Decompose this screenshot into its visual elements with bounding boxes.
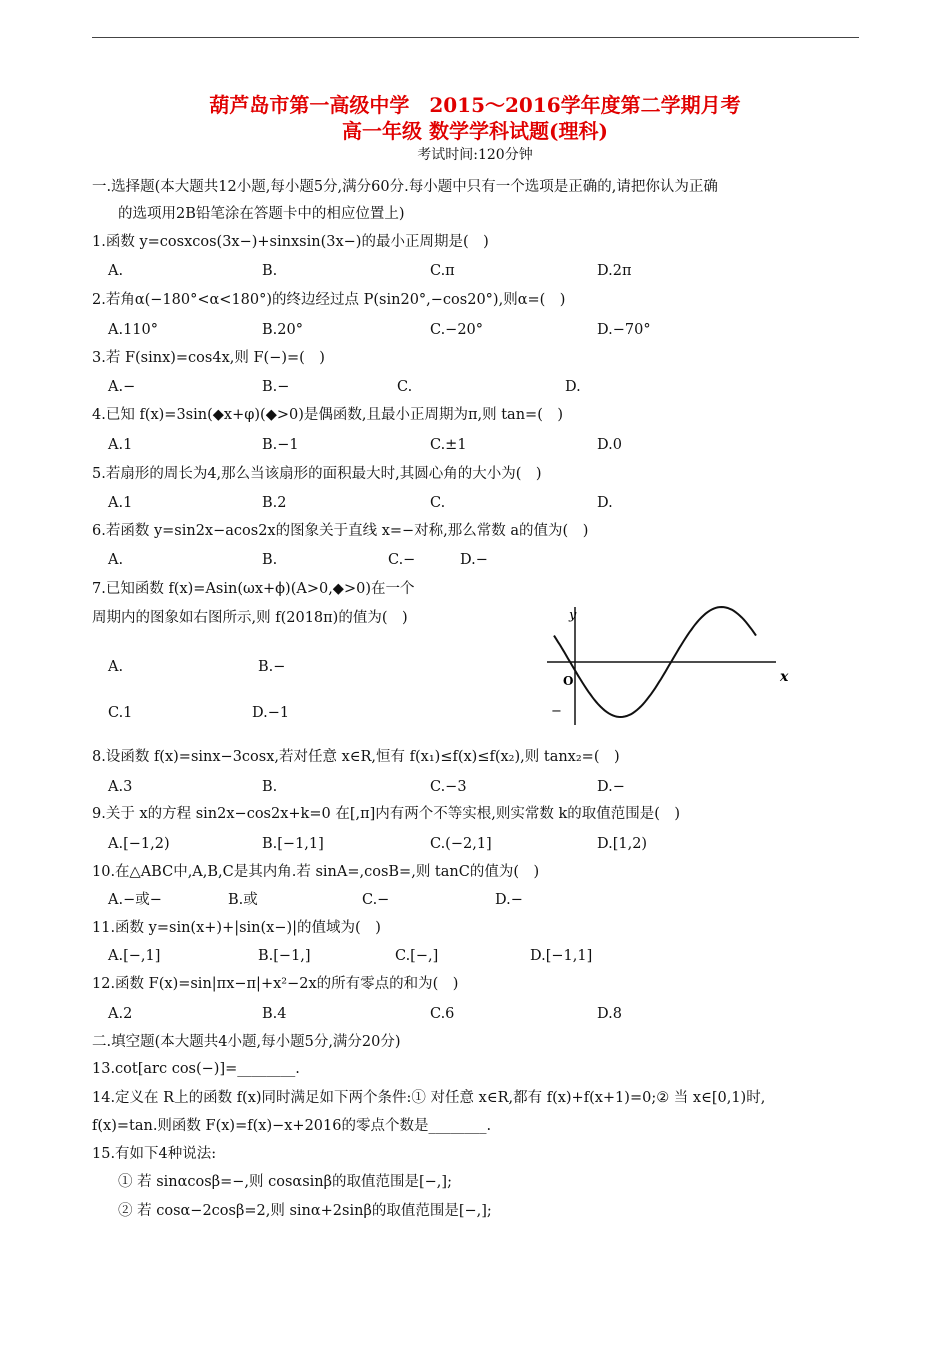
q11-option-b: B.[−1,] <box>258 948 311 964</box>
q7-option-d: D.−1 <box>252 705 290 721</box>
q1-option-b: B. <box>262 263 278 279</box>
origin-label: O <box>563 674 574 688</box>
q12-option-b: B.4 <box>262 1006 287 1022</box>
question-1: 1.函数 y=cosxcos(3x−)+sinxsin(3x−)的最小正周期是( ) <box>92 234 489 250</box>
question-11: 11.函数 y=sin(x+)+|sin(x−)|的值域为( ) <box>92 920 381 936</box>
q1-option-a: A. <box>108 263 124 279</box>
q4-option-b: B.−1 <box>262 437 299 453</box>
q6-option-d: D.− <box>460 552 488 568</box>
q1-option-d: D.2π <box>597 263 632 279</box>
y-axis-label: y <box>569 608 577 623</box>
q9-option-c: C.(−2,1] <box>430 836 492 852</box>
q8-option-d: D.− <box>597 779 625 795</box>
q12-option-c: C.6 <box>430 1006 455 1022</box>
q6-option-c: C.− <box>388 552 416 568</box>
question-2: 2.若角α(−180°<α<180°)的终边经过点 P(sin20°,−cos20°),则α=( ) <box>92 292 566 308</box>
q2-option-a: A.110° <box>108 322 159 338</box>
q9-option-b: B.[−1,1] <box>262 836 324 852</box>
q8-option-b: B. <box>262 779 278 795</box>
q2-option-d: D.−70° <box>597 322 651 338</box>
question-14: 14.定义在 R上的函数 f(x)同时满足如下两个条件:① 对任意 x∈R,都有 f(x)+f(x+1)=0;② 当 x∈[0,1)时, <box>92 1090 766 1106</box>
q2-option-c: C.−20° <box>430 322 484 338</box>
q2-option-b: B.20° <box>262 322 303 338</box>
q6-option-a: A. <box>108 552 124 568</box>
question-15: 15.有如下4种说法: <box>92 1146 217 1162</box>
question-10: 10.在△ABC中,A,B,C是其内角.若 sinA=,cosB=,则 tanC的值为( ) <box>92 864 540 880</box>
q5-option-d: D. <box>597 495 613 511</box>
q7-option-c: C.1 <box>108 705 133 721</box>
q3-option-a: A.− <box>108 379 136 395</box>
top-rule <box>92 37 859 38</box>
sine-graph-figure <box>540 603 800 733</box>
question-8: 8.设函数 f(x)=sinx−3cosx,若对任意 x∈R,恒有 f(x₁)≤f(x)≤f(x₂),则 tanx₂=( ) <box>92 749 620 765</box>
question-7: 7.已知函数 f(x)=Asin(ωx+ϕ)(A>0,◆>0)在一个 <box>92 581 415 597</box>
q4-option-c: C.±1 <box>430 437 467 453</box>
question-13: 13.cot[arc cos(−)]=________. <box>92 1061 300 1077</box>
q12-option-d: D.8 <box>597 1006 622 1022</box>
exam-title: 葫芦岛市第一高级中学 2015～2016学年度第二学期月考 <box>209 93 741 117</box>
q4-option-d: D.0 <box>597 437 622 453</box>
section2-heading: 二.填空题(本大题共4小题,每小题5分,满分20分) <box>92 1034 401 1050</box>
q3-option-c: C. <box>397 379 413 395</box>
q11-option-d: D.[−1,1] <box>530 948 593 964</box>
q1-option-c: C.π <box>430 263 455 279</box>
q9-option-a: A.[−1,2) <box>108 836 170 852</box>
q12-option-a: A.2 <box>108 1006 133 1022</box>
question-6: 6.若函数 y=sin2x−acos2x的图象关于直线 x=−对称,那么常数 a的值为( ) <box>92 523 589 539</box>
question-15-item-2: ② 若 cosα−2cosβ=2,则 sinα+2sinβ的取值范围是[−,]; <box>118 1203 492 1219</box>
q7-option-a: A. <box>108 659 124 675</box>
q5-option-a: A.1 <box>108 495 133 511</box>
q7-option-b: B.− <box>258 659 286 675</box>
question-9: 9.关于 x的方程 sin2x−cos2x+k=0 在[,π]内有两个不等实根,则实常数 k的取值范围是( ) <box>92 806 681 822</box>
q10-option-b: B.或 <box>228 892 258 908</box>
q10-option-c: C.− <box>362 892 390 908</box>
q4-option-a: A.1 <box>108 437 133 453</box>
exam-time: 考试时间:120分钟 <box>417 147 533 163</box>
q10-option-a: A.−或− <box>108 892 162 908</box>
q8-option-a: A.3 <box>108 779 133 795</box>
exam-subtitle: 高一年级 数学学科试题(理科) <box>342 119 608 143</box>
minimum-label: − <box>551 704 562 719</box>
q8-option-c: C.−3 <box>430 779 467 795</box>
q5-option-c: C. <box>430 495 446 511</box>
section1-heading-cont: 的选项用2B铅笔涂在答题卡中的相应位置上) <box>118 206 405 222</box>
section1-heading: 一.选择题(本大题共12小题,每小题5分,满分60分.每小题中只有一个选项是正确的,请把你认为正确 <box>92 179 718 195</box>
q10-option-d: D.− <box>495 892 523 908</box>
q5-option-b: B.2 <box>262 495 287 511</box>
q11-option-a: A.[−,1] <box>108 948 161 964</box>
question-7-cont: 周期内的图象如右图所示,则 f(2018π)的值为( ) <box>92 610 408 626</box>
question-3: 3.若 F(sinx)=cos4x,则 F(−)=( ) <box>92 350 325 366</box>
q6-option-b: B. <box>262 552 278 568</box>
question-5: 5.若扇形的周长为4,那么当该扇形的面积最大时,其圆心角的大小为( ) <box>92 466 542 482</box>
q3-option-d: D. <box>565 379 581 395</box>
q3-option-b: B.− <box>262 379 290 395</box>
q9-option-d: D.[1,2) <box>597 836 648 852</box>
q11-option-c: C.[−,] <box>395 948 439 964</box>
x-axis-label: x <box>780 669 789 685</box>
question-4: 4.已知 f(x)=3sin(◆x+φ)(◆>0)是偶函数,且最小正周期为π,则 tan=( ) <box>92 407 564 423</box>
question-14-cont: f(x)=tan.则函数 F(x)=f(x)−x+2016的零点个数是________. <box>92 1118 492 1134</box>
question-12: 12.函数 F(x)=sin|πx−π|+x²−2x的所有零点的和为( ) <box>92 976 459 992</box>
question-15-item-1: ① 若 sinαcosβ=−,则 cosαsinβ的取值范围是[−,]; <box>118 1174 452 1190</box>
